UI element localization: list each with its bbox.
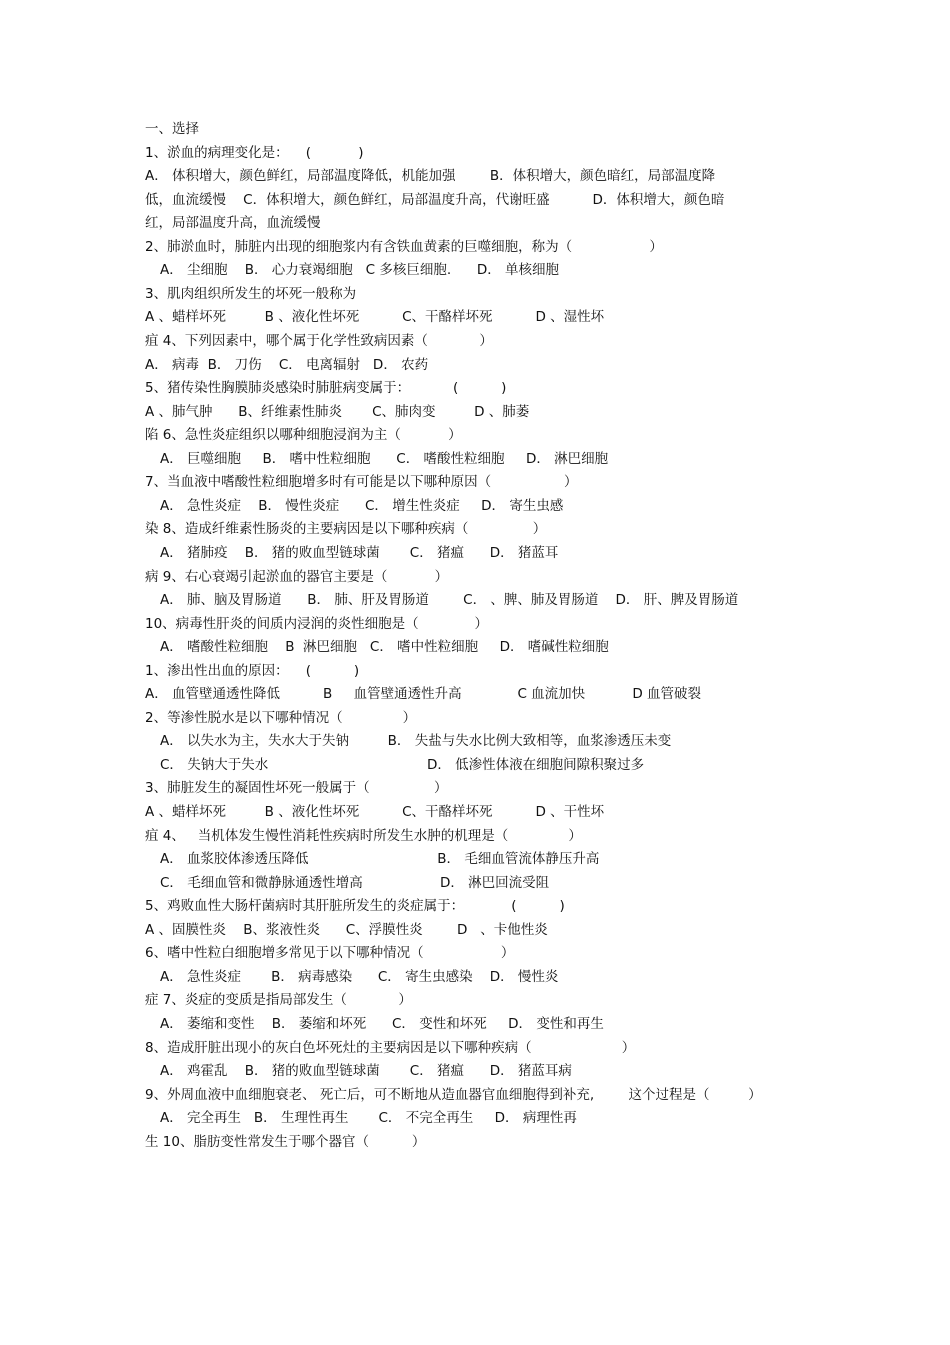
text-line: 红，局部温度升高，血流缓慢 [145,215,321,232]
text-line: A． 急性炎症 B． 慢性炎症 C． 增生性炎症 D． 寄生虫感 [160,497,564,514]
text-line: A 、蜡样坏死 B 、液化性坏死 C、干酪样坏死 D 、干性坏 [145,804,605,820]
text-line: 2、肺淤血时，肺脏内出现的细胞浆内有含铁血黄素的巨噬细胞，称为（ ） [145,238,663,255]
text-line: A 、固膜性炎 B、浆液性炎 C、浮膜性炎 D 、卡他性炎 [145,921,548,938]
text-line: 8、造成肝脏出现小的灰白色坏死灶的主要病因是以下哪种疾病（ ） [145,1039,636,1056]
text-line: 7、当血液中嗜酸性粒细胞增多时有可能是以下哪种原因（ ） [145,474,578,491]
text-line: 3、肌肉组织所发生的坏死一般称为 [145,285,357,302]
text-line: A 、蜡样坏死 B 、液化性坏死 C、干酪样坏死 D 、湿性坏 [145,309,605,326]
text-line: 生 10、脂肪变性常发生于哪个器官（ ） [145,1133,426,1150]
text-line: A． 病毒 B． 刀伤 C． 电离辐射 D． 农药 [145,356,429,373]
text-line: 陷 6、急性炎症组织以哪种细胞浸润为主（ ） [145,427,462,444]
text-line: 症 7、炎症的变质是指局部发生（ ） [145,992,412,1009]
text-line: A． 猪肺疫 B． 猪的败血型链球菌 C． 猪瘟 D． 猪蓝耳 [160,544,559,561]
text-line: A． 鸡霍乱 B． 猪的败血型链球菌 C． 猪瘟 D． 猪蓝耳病 [160,1063,572,1079]
text-line: 低，血流缓慢 C．体积增大，颜色鲜红，局部温度升高，代谢旺盛 D．体积增大，颜色暗 [145,191,725,208]
text-line: 6、嗜中性粒白细胞增多常见于以下哪种情况（ ） [145,945,515,962]
text-line: A． 萎缩和变性 B． 萎缩和坏死 C． 变性和坏死 D． 变性和再生 [160,1015,604,1032]
text-line: A． 血管壁通透性降低 B 血管壁通透性升高 C 血流加快 D 血管破裂 [145,686,702,703]
text-line: 一、选择 [145,121,199,137]
text-line: A． 血浆胶体渗透压降低 B． 毛细血管流体静压升高 [160,851,600,868]
text-line: A． 以失水为主，失水大于失钠 B． 失盐与失水比例大致相等，血浆渗透压未变 [160,733,672,750]
text-line: A． 肺、脑及胃肠道 B． 肺、肝及胃肠道 C． 、脾、肺及胃肠道 D． 肝、脾及胃肠道 [160,592,739,608]
text-line: 5、猪传染性胸膜肺炎感染时肺脏病变属于： ( ) [145,380,507,397]
text-line: 9、外周血液中血细胞衰老、 死亡后，可不断地从造血器官血细胞得到补充, 这个过程是（ ） [145,1086,762,1103]
text-line: 3、肺脏发生的凝固性坏死一般属于（ ） [145,780,448,797]
text-line: C． 毛细血管和微静脉通透性增高 D． 淋巴回流受阻 [160,874,550,891]
text-line: C． 失钠大于失水 D． 低渗性体液在细胞间隙积聚过多 [160,756,645,773]
text-line: A． 巨噬细胞 B． 嗜中性粒细胞 C． 嗜酸性粒细胞 D． 淋巴细胞 [160,450,609,467]
text-line: 病 9、右心衰竭引起淤血的器官主要是（ ） [145,568,449,585]
text-line: 疽 4、下列因素中，哪个属于化学性致病因素（ ） [145,333,493,349]
text-line: 5、鸡败血性大肠杆菌病时其肝脏所发生的炎症属于： ( ) [145,898,565,915]
text-line: 2、等渗性脱水是以下哪种情况（ ） [145,709,417,726]
text-line: 疽 4、 当机体发生慢性消耗性疾病时所发生水肿的机理是（ ） [145,827,582,844]
text-line: A． 急性炎症 B． 病毒感染 C． 寄生虫感染 D． 慢性炎 [160,968,559,985]
text-line: 10、病毒性肝炎的间质内浸润的炎性细胞是（ ） [145,615,488,632]
text-line: 1、淤血的病理变化是： ( ) [145,144,364,161]
text-line: 染 8、造成纤维素性肠炎的主要病因是以下哪种疾病（ ） [145,521,547,538]
text-line: 1、渗出性出血的原因： ( ) [145,662,360,679]
text-line: A． 完全再生 B． 生理性再生 C． 不完全再生 D． 病理性再 [160,1110,577,1127]
text-line: A 、肺气肿 B、纤维素性肺炎 C、肺肉变 D 、肺萎 [145,403,530,420]
text-line: A． 嗜酸性粒细胞 B 淋巴细胞 C． 嗜中性粒细胞 D． 嗜碱性粒细胞 [160,639,609,656]
text-line: A． 尘细胞 B． 心力衰竭细胞 C 多核巨细胞. D． 单核细胞 [160,262,560,279]
text-line: A． 体积增大，颜色鲜红，局部温度降低，机能加强 B．体积增大，颜色暗红，局部温度降 [145,168,716,185]
